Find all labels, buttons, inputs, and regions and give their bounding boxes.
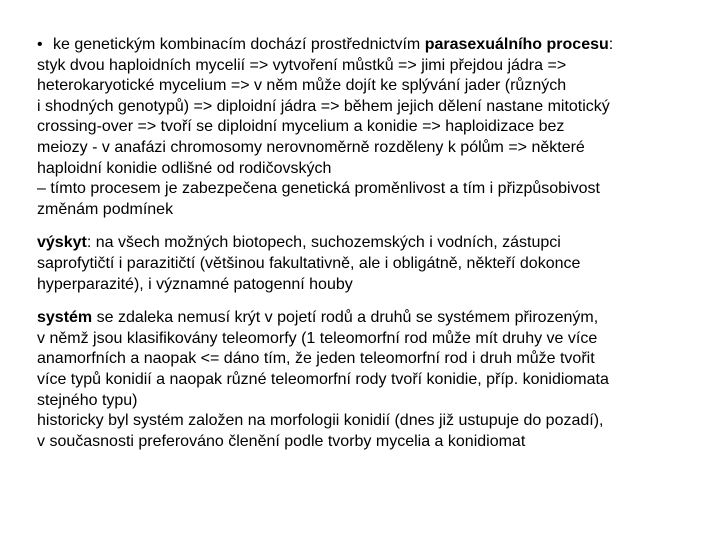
text-line <box>37 233 697 254</box>
system-paragraph <box>37 308 697 452</box>
text-line: stejného typu) <box>37 391 138 409</box>
text-line: historicky byl systém založen na morfologii konidií (dnes již ustupuje do pozadí), <box>37 412 604 430</box>
occurrence-first-line: : na všech možných biotopech, suchozemských i vodních, zástupci <box>86 234 561 252</box>
intro-end: : <box>608 36 614 53</box>
text-line: – tímto procesem je zabezpečena genetická proměnlivost a tím i přizpůsobivost <box>37 180 600 198</box>
text-line <box>37 308 697 329</box>
term-occurrence: výskyt <box>37 234 87 252</box>
system-first-line: se zdaleka nemusí krýt v pojetí rodů a druhů se systémem přirozeným, <box>92 309 599 327</box>
text-line: v němž jsou klasifikovány teleomorfy (1 teleomorfní rod může mít druhy ve více <box>37 329 598 347</box>
bullet: • <box>37 36 43 53</box>
text-line: více typů konidií a naopak různé teleomorfní rody tvoří konidie, příp. konidiomata <box>37 370 609 388</box>
text-line: crossing-over => tvoří se diploidní mycelium a konidie => haploidizace bez <box>37 118 565 136</box>
text-line: hyperparazité), i významné patogenní houby <box>37 275 353 293</box>
text-line: meiozy - v anafázi chromosomy nerovnoměrně rozděleny k pólům => některé <box>37 138 585 156</box>
parasexual-process-paragraph <box>37 35 697 220</box>
text-line: změnám podmínek <box>37 200 174 218</box>
text-line: v současnosti preferováno členění podle tvorby mycelia a konidiomat <box>37 432 526 450</box>
text-line: styk dvou haploidních mycelií => vytvoření můstků => jimi přejdou jádra => <box>37 56 567 74</box>
text-line: anamorfních a naopak <= dáno tím, že jeden teleomorfní rod i druh může tvořit <box>37 350 595 368</box>
text-line: heterokaryotické mycelium => v něm může dojít ke splývání jader (různých <box>37 77 567 95</box>
occurrence-paragraph <box>37 233 697 295</box>
slide-content <box>37 35 697 452</box>
text-line: haploidní konidie odlišné od rodičovských <box>37 159 332 177</box>
intro-text: ke genetickým kombinacím dochází prostřednictvím <box>53 36 425 53</box>
text-line <box>37 35 697 56</box>
text-line: i shodných genotypů) => diploidní jádra => během jejich dělení nastane mitotický <box>37 97 610 115</box>
text-line: saprofytičtí i parazitičtí (většinou fakultativně, ale i obligátně, někteří dokonce <box>37 254 581 272</box>
term-parasexual-process: parasexuálního procesu <box>424 36 609 53</box>
term-system: systém <box>37 309 93 327</box>
